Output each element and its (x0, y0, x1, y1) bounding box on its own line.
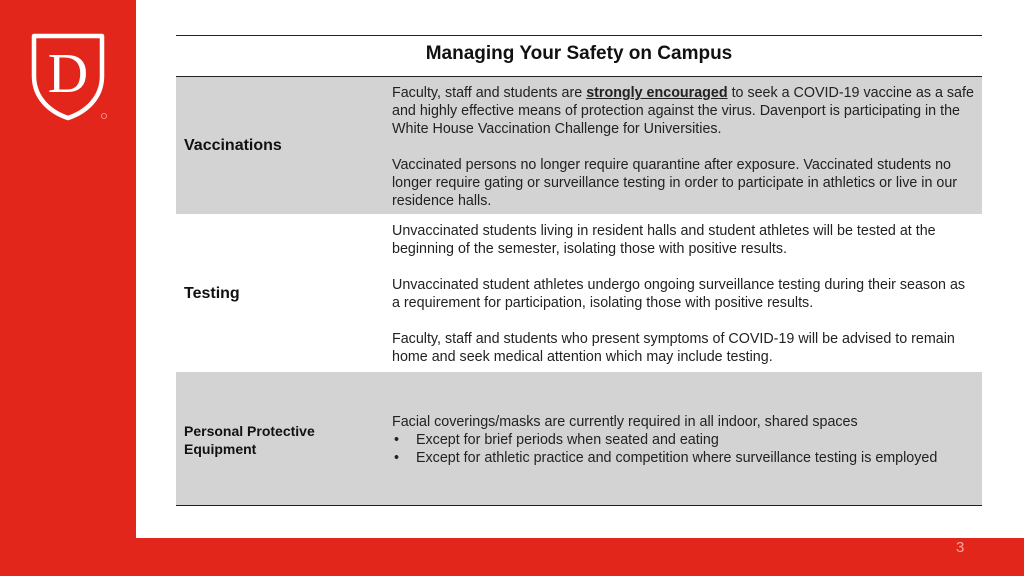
table-title: Managing Your Safety on Campus (425, 43, 733, 64)
testing-paragraph-1: Unvaccinated students living in resident halls and student athletes will be tested at the beginning of the semester, isolating those with positive results. (392, 223, 936, 257)
ppe-bullet-item: • Except for brief periods when seated and eating (392, 431, 976, 449)
row-label-testing: Testing (184, 285, 240, 302)
table-bottom-rule (176, 505, 982, 506)
row-body-vaccinations (392, 84, 976, 210)
vaccinations-p1-tail: to seek a COVID-19 vaccine as a safe and highly effective means of protection against the virus. Davenport is participating in the White House Vaccination Challenge for Universities. (392, 85, 974, 137)
ppe-bullet-list (392, 431, 976, 467)
table-row-vaccinations (176, 77, 982, 214)
davenport-shield-logo (26, 32, 110, 122)
vaccinations-paragraph-2: Vaccinated persons no longer require quarantine after exposure. Vaccinated students no longer require gating or surveillance testing in order to participate in athletics or live in our residence halls. (392, 157, 958, 209)
vaccinations-p1-text: Faculty, staff and students are (392, 85, 587, 101)
ppe-label-line-1: Personal Protective (184, 423, 315, 439)
row-label-vaccinations: Vaccinations (184, 137, 282, 154)
ppe-intro: Facial coverings/masks are currently required in all indoor, shared spaces (392, 414, 858, 430)
row-body-testing (392, 222, 976, 366)
ppe-label-line-2: Equipment (184, 441, 257, 457)
bottom-brand-bar (0, 538, 1024, 576)
vaccinations-paragraph-1 (392, 84, 976, 138)
testing-paragraph-3: Faculty, staff and students who present symptoms of COVID-19 will be advised to remain home and seek medical attention which may include testing. (392, 331, 955, 365)
ppe-bullet-item: • Except for athletic practice and competition where surveillance testing is employed (392, 449, 976, 467)
logo-letter: D (47, 43, 89, 105)
table-row-ppe (176, 372, 982, 505)
row-body-ppe (392, 413, 976, 467)
page-number: 3 (956, 539, 965, 556)
vaccinations-emphasis: strongly encouraged (586, 85, 728, 101)
row-label-ppe (184, 422, 315, 458)
table-row-testing (176, 214, 982, 372)
testing-paragraph-2: Unvaccinated student athletes undergo ongoing surveillance testing during their season as a requirement for participation, isolating those with positive results. (392, 277, 966, 311)
